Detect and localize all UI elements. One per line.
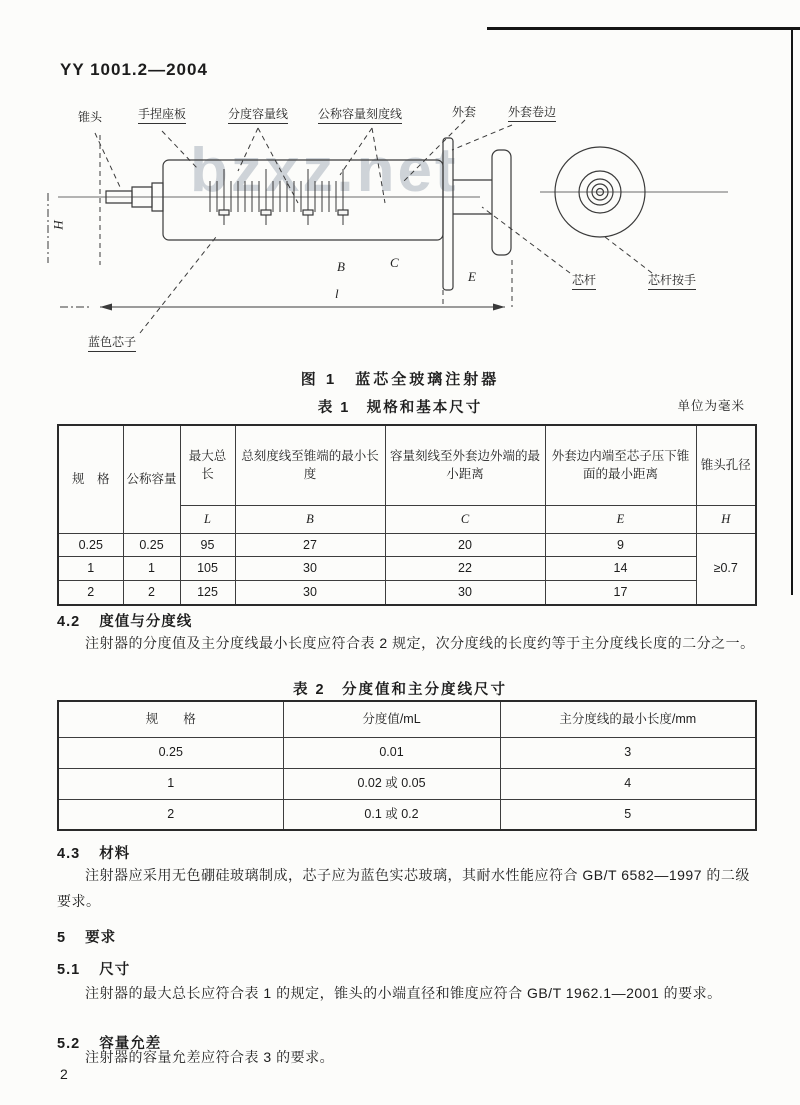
dim-letter-b: B [337, 259, 345, 274]
table2-row-0.25 [58, 737, 756, 768]
section-title: 容量允差 [99, 1036, 162, 1052]
cell: 105 [180, 557, 235, 581]
label-finger-plate: 手捏座板 [138, 105, 186, 124]
section-5-1-heading [57, 958, 130, 979]
cell: 30 [235, 581, 385, 605]
end-view-circles [540, 147, 728, 237]
cell: 0.25 [123, 533, 180, 557]
section-number: 4.3 [57, 846, 81, 862]
scan-artifact-right-line [791, 27, 793, 595]
table1-row-2 [58, 581, 756, 605]
dim-letter-h: H [50, 220, 66, 230]
table1-title-row [0, 396, 800, 417]
dim-letter-l: l [335, 286, 339, 301]
cell: 0.1 或 0.2 [283, 799, 500, 830]
label-cone-tip: 锥头 [78, 110, 103, 124]
th-nominal-capacity: 公称容量 [123, 425, 180, 533]
section-5-1-body: 注射器的最大总长应符合表 1 的规定，锥头的小端直径和锥度应符合 GB/T 1962.1—2001 的要求。 [85, 985, 722, 1001]
cell: 4 [500, 768, 756, 799]
cell: 5 [500, 799, 756, 830]
th-b-desc: 总刻度线至锥端的最小长度 [235, 425, 385, 505]
cell: 0.25 [58, 533, 123, 557]
figure-caption: 图 1 蓝芯全玻璃注射器 [300, 371, 500, 388]
th-graduation-value: 分度值/mL [283, 701, 500, 737]
cell: 125 [180, 581, 235, 605]
th-letter-C: C [385, 505, 545, 533]
table2-graduation-values [57, 700, 757, 831]
section-title: 材料 [99, 846, 131, 862]
th-e-desc: 外套边内端至芯子压下锥面的最小距离 [545, 425, 696, 505]
cell: 1 [58, 768, 283, 799]
scan-artifact-top-line [487, 27, 800, 30]
barrel-shape [163, 160, 443, 240]
plunger-button-shape [492, 150, 511, 255]
section-4-3-body: 注射器应采用无色硼硅玻璃制成，芯子应为蓝色实芯玻璃，其耐水性能应符合 GB/T 6582—1997 的二级要求。 [57, 867, 750, 909]
table1-title: 表 1 规格和基本尺寸 [317, 400, 483, 416]
dim-letter-e: E [468, 269, 476, 284]
section-number: 5.1 [57, 962, 81, 978]
label-graduation-line: 分度容量线 [228, 105, 288, 124]
table2-row-2 [58, 799, 756, 830]
cell: 14 [545, 557, 696, 581]
figure-1-syringe [40, 95, 770, 360]
table1-unit-note: 单位为毫米 [677, 399, 745, 413]
section-4-3-heading [57, 842, 130, 863]
page-number: 2 [60, 1066, 68, 1082]
section-5-heading [57, 926, 116, 947]
syringe-drawing [40, 95, 770, 360]
table1-row-0.25 [58, 533, 756, 557]
cell: 3 [500, 737, 756, 768]
table2-title: 表 2 分度值和主分度线尺寸 [292, 682, 508, 698]
cell: 27 [235, 533, 385, 557]
cell: 1 [123, 557, 180, 581]
table2-title-row [0, 678, 800, 699]
section-4-2-body: 注射器的分度值及主分度线最小长度应符合表 2 规定，次分度线的长度约等于主分度线长度的二分之一。 [85, 635, 755, 651]
cell: 95 [180, 533, 235, 557]
table1-specs-dimensions [57, 424, 757, 606]
th-letter-L: L [180, 505, 235, 533]
cell: 20 [385, 533, 545, 557]
dim-letter-c: C [390, 255, 399, 270]
cell: 0.02 或 0.05 [283, 768, 500, 799]
th-letter-E: E [545, 505, 696, 533]
cell: 22 [385, 557, 545, 581]
label-blue-plunger: 蓝色芯子 [88, 333, 136, 352]
leader-lines [95, 120, 652, 333]
section-5-2-body: 注射器的容量允差应符合表 3 的要求。 [85, 1049, 335, 1065]
cell: 0.01 [283, 737, 500, 768]
cell: 1 [58, 557, 123, 581]
section-4-2-heading [57, 610, 192, 631]
standard-number: YY 1001.2—2004 [60, 60, 208, 79]
cell: 2 [58, 581, 123, 605]
section-title: 尺寸 [99, 962, 131, 978]
section-title: 要求 [85, 930, 117, 946]
table1-row-1 [58, 557, 756, 581]
th-max-total-length: 最大总长 [180, 425, 235, 505]
th-spec: 规 格 [58, 701, 283, 737]
label-barrel-flange: 外套卷边 [508, 103, 556, 122]
label-barrel: 外套 [452, 105, 477, 119]
label-plunger-button: 芯杆按手 [648, 271, 696, 290]
barrel-flange-shape [443, 138, 453, 290]
th-main-line-length: 主分度线的最小长度/mm [500, 701, 756, 737]
th-c-desc: 容量刻线至外套边外端的最小距离 [385, 425, 545, 505]
th-spec: 规 格 [58, 425, 123, 533]
label-nominal-capacity-line: 公称容量刻度线 [318, 105, 402, 124]
th-letter-H: H [696, 505, 756, 533]
cell: 17 [545, 581, 696, 605]
section-number: 4.2 [57, 614, 81, 630]
section-number: 5.2 [57, 1036, 81, 1052]
section-number: 5 [57, 930, 67, 946]
cell: 2 [58, 799, 283, 830]
dimension-lines [48, 193, 505, 311]
cell: 30 [385, 581, 545, 605]
cell: 2 [123, 581, 180, 605]
watermark-text: bzxz.net [190, 136, 459, 205]
section-title: 度值与分度线 [99, 614, 193, 630]
label-plunger-rod: 芯杆 [572, 271, 596, 290]
th-h-desc: 锥头孔径 [696, 425, 756, 505]
cell: 0.25 [58, 737, 283, 768]
cell-h-value: ≥0.7 [696, 533, 756, 605]
cell: 30 [235, 557, 385, 581]
table2-row-1 [58, 768, 756, 799]
cell: 9 [545, 533, 696, 557]
th-letter-B: B [235, 505, 385, 533]
